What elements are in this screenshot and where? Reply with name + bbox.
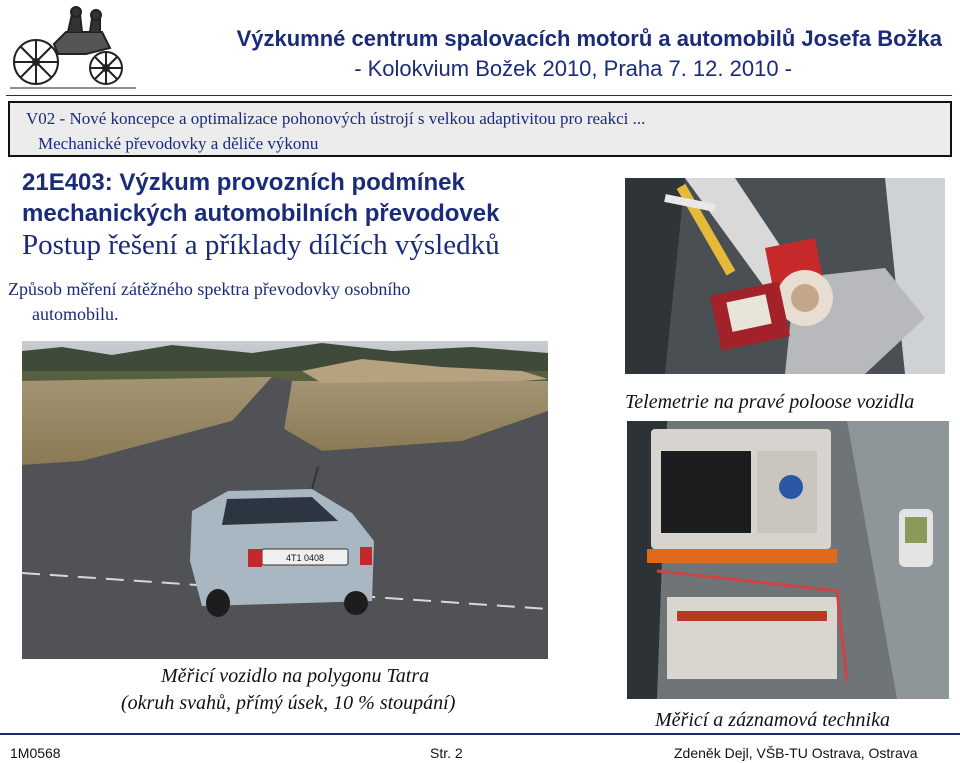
footer-divider	[0, 733, 960, 735]
topic-box	[8, 101, 952, 157]
topic-line-1: V02 - Nové koncepce a optimalizace pohonových ústrojí s velkou adaptivitou pro reakci ...	[26, 109, 646, 128]
slide-title-line-2: mechanických automobilních převodovek	[22, 200, 500, 227]
slide-description	[8, 277, 608, 327]
topic-line-2: Mechanické převodovky a děliče výkonu	[38, 134, 319, 153]
footer-page-number: Str. 2	[430, 745, 463, 761]
header-divider	[6, 95, 952, 96]
vintage-car-logo	[6, 4, 140, 94]
footer-project-code: 1M0568	[10, 745, 61, 761]
telemetry-photo	[625, 178, 945, 374]
slide-title	[22, 167, 602, 229]
slide-subtitle: Postup řešení a příklady dílčích výsledků	[22, 229, 500, 261]
car-caption-line-1: Měřicí vozidlo na polygonu Tatra	[161, 665, 430, 687]
description-line-1: Způsob měření zátěžného spektra převodovky osobního	[8, 279, 411, 299]
header-title: Výzkumné centrum spalovacích motorů a automobilů Josefa Božka	[236, 26, 942, 51]
license-plate: 4T1 0408	[285, 553, 325, 563]
header-subtitle: - Kolokvium Božek 2010, Praha 7. 12. 2010 -	[354, 56, 792, 81]
telemetry-caption: Telemetrie na pravé poloose vozidla	[625, 391, 915, 413]
equipment-caption: Měřicí a záznamová technika	[655, 709, 890, 731]
equipment-photo	[627, 421, 949, 699]
slide-title-line-1: 21E403: Výzkum provozních podmínek	[22, 169, 465, 196]
test-car-photo	[22, 341, 548, 659]
footer-author: Zdeněk Dejl, VŠB-TU Ostrava, Ostrava	[674, 745, 918, 761]
car-caption-line-2: (okruh svahů, přímý úsek, 10 % stoupání)	[121, 692, 456, 714]
description-line-2: automobilu.	[32, 304, 119, 324]
